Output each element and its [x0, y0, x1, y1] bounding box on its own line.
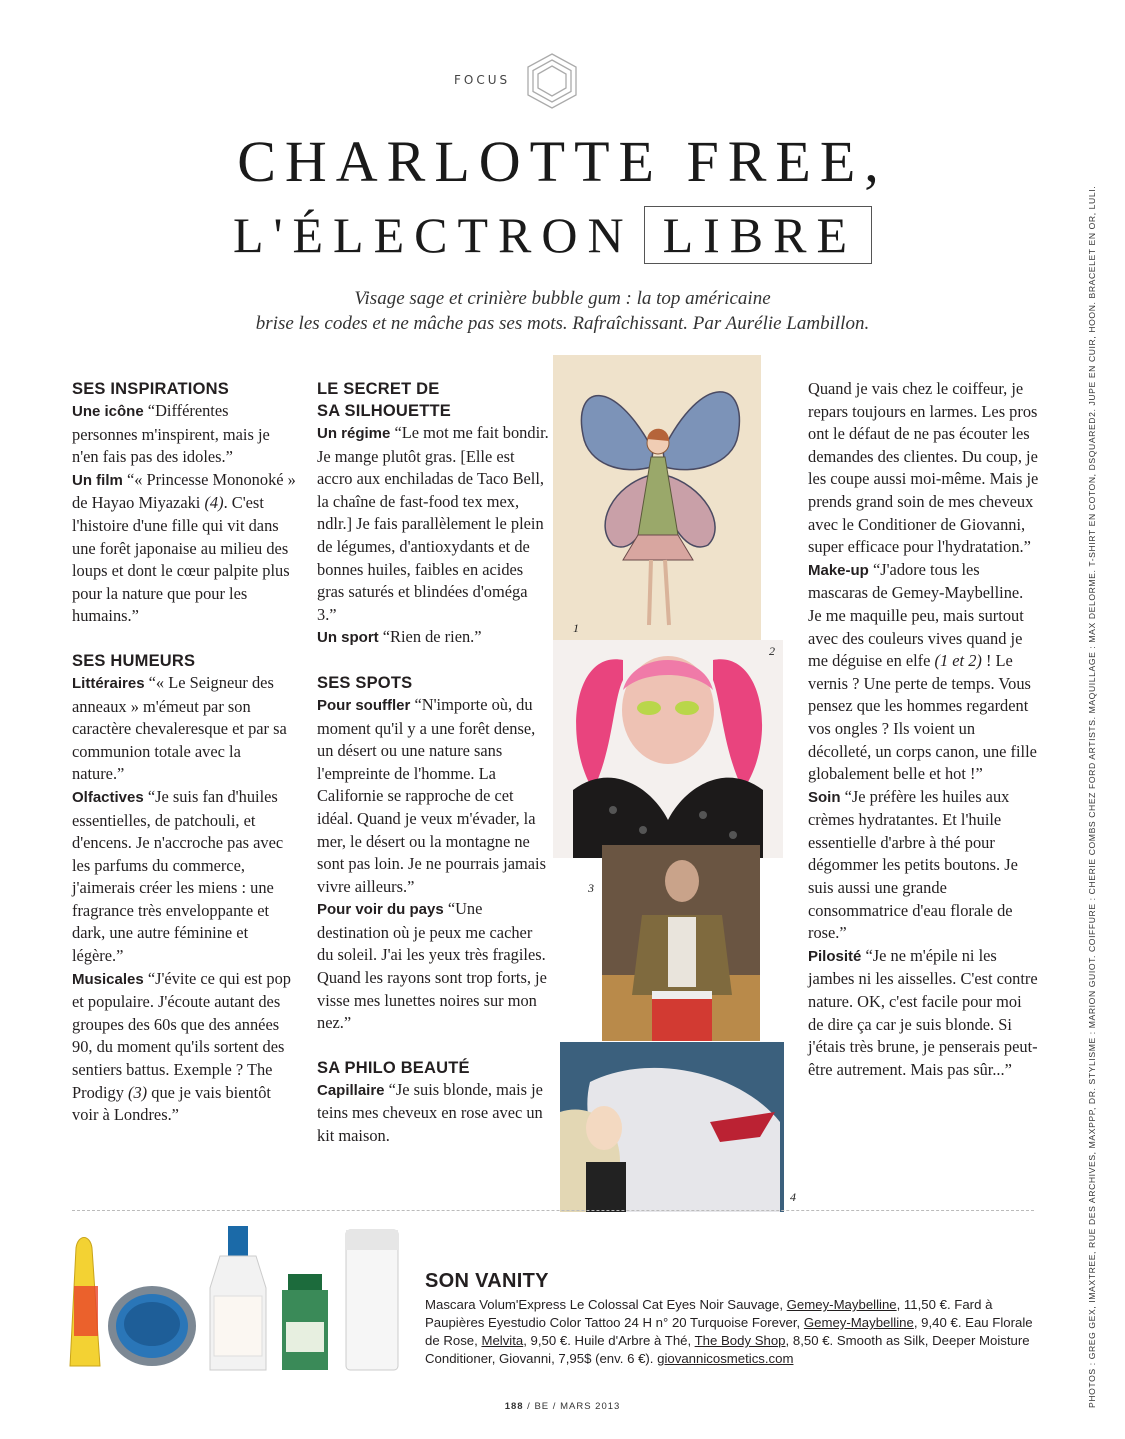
vanity-heading: SON VANITY: [425, 1270, 549, 1292]
text-pays: “Une destination où je peux me cacher du soleil. J'ai les yeux très fragiles. Quand les rayons sont trop forts, je visse mes lunettes noires sur mon nez.”: [317, 899, 547, 1033]
performer-graphic: [602, 845, 760, 1041]
text-musicales-b: que je vais bientôt voir à Londres.”: [72, 1082, 271, 1125]
lead-pays: Pour voir du pays: [317, 901, 444, 919]
text-souffler: “N'importe où, du moment qu'il y a une forêt dense, un désert ou une nature sans l'empreinte de l'homme. La Californie se rapproche de cet idéal. Quand je veux m'évader, la mer, le désert ou la montagne ne sont pas loin. Je ne pourrais jamais vivre ailleurs.”: [317, 694, 546, 896]
text-capillaire: “Je suis blonde, mais je teins mes cheveux en rose avec un kit maison.: [317, 1079, 543, 1146]
section-label: FOCUS: [454, 73, 511, 87]
photo-number-4: 4: [790, 1190, 796, 1204]
ref-film: (4): [204, 493, 224, 513]
vanity-text-4: , 9,50 €. Huile d'Arbre à Thé,: [523, 1333, 695, 1348]
paragraph-litteraires: [72, 672, 297, 786]
text-musicales-a: “J'évite ce qui est pop et populaire. J'écoute autant des groupes des 60s que des années 90, du moment qu'ils sortent des sentiers battus. Exemple ? The Prodigy: [72, 968, 291, 1102]
paragraph-film: [72, 469, 297, 628]
text-regime: “Le mot me fait bondir. Je mange plutôt gras. [Elle est accro aux enchiladas de Taco Bell, la chaîne de fast-food tex mex, ndlr.] Je fais parallèlement le plein de légumes, d'antioxydants et de bonnes huiles, faibles en acides gras saturés et blindées d'oméga 3.”: [317, 423, 549, 624]
text-sport: “Rien de rien.”: [382, 627, 482, 647]
photo-the-prodigy-performer: [588, 845, 760, 1041]
pink-hair-model-graphic: [553, 640, 783, 858]
lead-pilosite: Pilosité: [808, 947, 862, 965]
headline-line-2: [0, 206, 1115, 264]
headline-line-1: CHARLOTTE FREE,: [237, 129, 888, 194]
text-litteraires: “« Le Seigneur des anneaux » m'émeut par son caractère chevaleresque et par sa communion totale avec la nature.”: [72, 672, 287, 784]
lead-souffler: Pour souffler: [317, 696, 411, 714]
text-icone: “Différentes personnes m'inspirent, mais je n'en fais pas des idoles.”: [72, 401, 270, 467]
standfirst-line-1: Visage sage et crinière bubble gum : la top américaine: [354, 288, 771, 309]
heading-philo-beaute: SA PHILO BEAUTÉ: [317, 1058, 470, 1077]
photo-fairy-illustration: [553, 355, 761, 640]
page-folio: 188 / BE / MARS 2013: [504, 1401, 621, 1412]
photo-princesse-mononoke: [560, 1042, 796, 1212]
brand-gemey-maybelline-2: Gemey-Maybelline: [803, 1315, 914, 1330]
vanity-text-1: Mascara Volum'Express Le Colossal Cat Eyes Noir Sauvage,: [425, 1297, 787, 1312]
lead-musicales: Musicales: [72, 970, 144, 988]
paragraph-soin: [808, 786, 1040, 945]
standfirst-line-2: brise les codes et ne mâche pas ses mots. Rafraîchissant. Par Aurélie Lambillon.: [255, 313, 870, 334]
headline-libre-box: LIBRE: [644, 206, 872, 264]
text-makeup-a: “J'adore tous les mascaras de Gemey-Maybelline. Je me maquille peu, mais surtout avec des couleurs vives quand je me déguise en elfe: [808, 559, 1024, 671]
photo-number-3: 3: [588, 881, 594, 895]
paragraph-olfactives: [72, 786, 297, 968]
paragraph-sport: [317, 626, 549, 650]
lead-film: Un film: [72, 471, 123, 489]
paragraph-icone: [72, 400, 297, 469]
fairy-illustration-graphic: [553, 355, 761, 640]
paragraph-souffler: [317, 694, 549, 898]
heading-secret-line-1: LE SECRET DE: [317, 380, 440, 398]
heading-inspirations: SES INSPIRATIONS: [72, 380, 229, 398]
lead-regime: Un régime: [317, 425, 391, 442]
vanity-description: [425, 1296, 1037, 1368]
section-divider: [72, 1210, 1034, 1211]
ref-makeup: (1 et 2): [934, 651, 982, 671]
text-film-a: “« Princesse Mononoké » de Hayao Miyazaki: [72, 469, 296, 513]
paragraph-pilosite: [808, 945, 1040, 1082]
photo-number-2: 2: [769, 644, 775, 658]
photo-number-1: 1: [573, 621, 579, 635]
issue-date: MARS 2013: [560, 1401, 621, 1412]
lead-makeup: Make-up: [808, 561, 869, 579]
page-number: 188: [504, 1401, 524, 1412]
paragraph-makeup: [808, 559, 1040, 786]
vanity-text-5: , 8,50 €. Smooth as Silk, Deeper Moisture Conditioner, Giovanni, 7,95$ (env. 6 €).: [425, 1333, 1030, 1366]
text-column-3: [808, 378, 1040, 1081]
heading-spots: SES SPOTS: [317, 673, 413, 692]
paragraph-continuation: Quand je vais chez le coiffeur, je repars toujours en larmes. Les pros ont le défaut de ne pas écouter les demandes des clientes. Du coup, je les coupe aussi moi-même. Mais je prends grand soin de mes cheveux avec le Conditioner de Giovanni, super efficace pour l'hydratation.”: [808, 379, 1039, 557]
brand-gemey-maybelline-1: Gemey-Maybelline: [786, 1297, 897, 1312]
text-film-b: . C'est l'histoire d'une fille qui vit dans une forêt japonaise au milieu des loups et dont le cœur palpite plus pour la nature que pour les humains.”: [72, 493, 290, 626]
heading-secret-line-2: SA SILHOUETTE: [317, 402, 451, 420]
vanity-text-3: , 9,40 €. Eau Florale de Rose,: [425, 1315, 1033, 1348]
lead-icone: Une icône: [72, 403, 144, 420]
photo-pink-hair-model: [553, 640, 783, 858]
lead-litteraires: Littéraires: [72, 674, 145, 692]
mononoke-graphic: [560, 1042, 784, 1212]
hexagon-icon: [524, 52, 580, 110]
text-pilosite: “Je ne m'épile ni les jambes ni les aisselles. C'est contre nature. OK, c'est facile pour moi de dire ça car je suis blonde. Si j'étais très brune, je penserais peut-être autrement. Mais pas sûr...”: [808, 945, 1038, 1079]
paragraph-capillaire: [317, 1079, 549, 1148]
vanity-text-2: , 11,50 €. Fard à Paupières Eyestudio Color Tattoo 24 H n° 20 Turquoise Forever,: [425, 1297, 993, 1330]
text-column-1: [72, 378, 297, 1127]
text-olfactives: “Je suis fan d'huiles essentielles, de patchouli, et d'encens. Je n'accroche pas avec les parfums du commerce, j'aimerais créer les miens : une fragrance très enveloppante et dark, une autre féminine et légère.”: [72, 786, 284, 966]
lead-olfactives: Olfactives: [72, 788, 144, 806]
link-giovanni-cosmetics[interactable]: giovannicosmetics.com: [657, 1351, 794, 1366]
standfirst: [0, 286, 1125, 336]
text-soin: “Je préfère les huiles aux crèmes hydratantes. Et l'huile essentielle d'arbre à thé pour dégommer les petits boutons. Je suis aussi une grande consommatrice d'eau florale de rose.”: [808, 786, 1018, 943]
magazine-name: BE: [534, 1401, 550, 1412]
paragraph-musicales: [72, 968, 297, 1127]
text-makeup-b: ! Le vernis ? Une perte de temps. Vous pensez que les hommes regardent vos ongles ? Ils voient un décolleté, un corps canon, une fille globalement belle et hot !”: [808, 651, 1037, 784]
paragraph-pays: [317, 898, 549, 1035]
ref-musicales: (3): [128, 1082, 148, 1102]
brand-the-body-shop: The Body Shop: [694, 1333, 786, 1348]
headline-electron: L'ÉLECTRON: [232, 207, 634, 263]
heading-humeurs: SES HUMEURS: [72, 651, 196, 670]
lead-sport: Un sport: [317, 629, 379, 647]
paragraph-regime: [317, 422, 549, 626]
photo-credits: PHOTOS : GREG GEX, IMAXTREE, RUE DES ARCHIVES, MAXPPP, DR. STYLISME : MARION GUIOT. COIFFURE : CHERIE COMBS CHEZ FORD ARTISTS. MAQUILLAGE : MAX DELORME. T-SHIRT EN COTON, DSQUARED2. JUPE EN CUIR, HOON. BRACELET EN OR, LULI.: [1087, 185, 1097, 1408]
brand-melvita: Melvita: [481, 1333, 524, 1348]
text-column-2: [317, 378, 549, 1148]
lead-soin: Soin: [808, 788, 841, 806]
lead-capillaire: Capillaire: [317, 1081, 385, 1099]
vanity-products-graphic: [70, 1226, 400, 1372]
section-badge: [440, 52, 590, 110]
